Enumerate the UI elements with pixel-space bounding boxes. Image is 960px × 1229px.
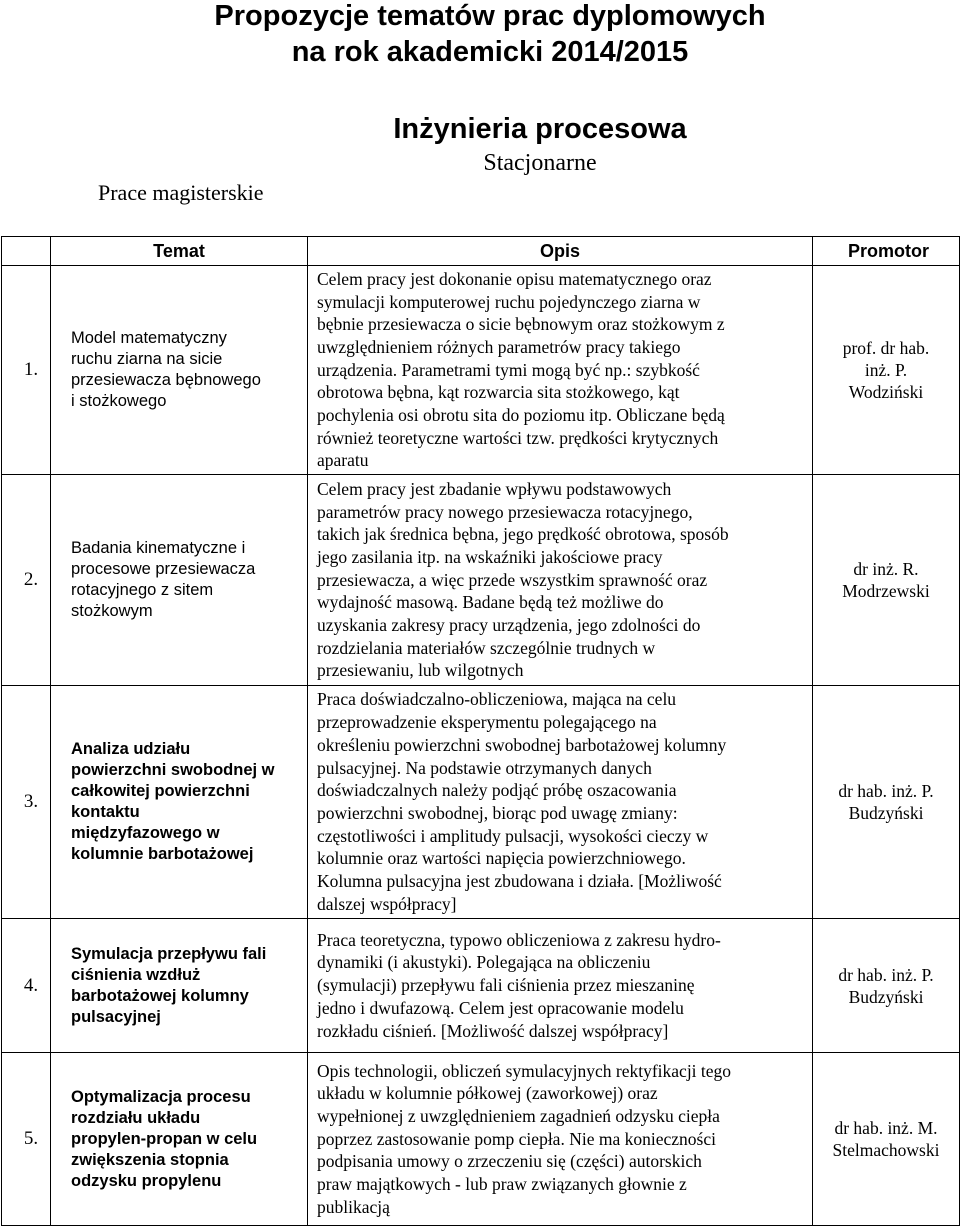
description-cell <box>308 266 813 475</box>
description-line: również teoretyczne wartości tzw. prędkości krytycznych <box>317 427 719 448</box>
promoter-cell <box>813 919 960 1053</box>
description-line: powierzchni swobodnej, biorąc pod uwagę zmiany: <box>317 803 678 823</box>
topic-line: zwiększenia stopnia <box>71 1150 229 1169</box>
description-line: częstotliwości i amplitudy pulsacji, wysokości cieczy w <box>317 825 709 846</box>
description-line: aparatu <box>317 450 369 471</box>
description-line: (symulacji) przepływu fali ciśnienia przez mieszaninę <box>317 975 695 996</box>
table-header-row <box>2 237 960 266</box>
column-header-description: Opis <box>308 237 813 266</box>
row-number: 3. <box>2 686 51 919</box>
topic-line: ciśnienia wzdłuż <box>71 965 201 984</box>
description-line: kolumnie oraz wartości napięcia powierzchniowego. <box>317 848 686 869</box>
table-row <box>2 1053 960 1226</box>
column-header-number <box>2 237 51 266</box>
description-line: jego zasilania itp. na wskaźniki jakościowe pracy <box>317 546 663 567</box>
description-line: Celem pracy jest dokonanie opisu matematycznego oraz <box>317 268 712 289</box>
topic-cell <box>51 1053 308 1226</box>
topic-line: pulsacyjnej <box>71 1007 161 1026</box>
topic-line: rozdziału układu <box>71 1108 201 1127</box>
promoter-cell <box>813 1053 960 1226</box>
description-line: takich jak średnica bębna, jego prędkość obrotowa, sposób <box>317 524 729 545</box>
promoter-line: Modrzewski <box>842 581 930 601</box>
topic-line: rotacyjnego z sitem <box>71 581 214 599</box>
promoter-cell <box>813 686 960 919</box>
description-cell <box>308 1053 813 1226</box>
row-number: 4. <box>2 919 51 1053</box>
description-line: poprzez zastosowanie pomp ciepła. Nie ma konieczności <box>317 1128 716 1149</box>
topic-line: kontaktu <box>71 803 140 821</box>
topic-line: przesiewacza bębnowego <box>71 371 261 389</box>
description-line: Opis technologii, obliczeń symulacyjnych rektyfikacji tego <box>317 1060 732 1081</box>
description-line: jedno i dwufazową. Celem jest opracowanie modelu <box>317 997 684 1018</box>
promoter-line: dr hab. inż. P. <box>838 781 934 801</box>
description-line: pulsacyjnej. Na podstawie otrzymanych danych <box>317 757 652 778</box>
description-line: parametrów pracy nowego przesiewacza rotacyjnego, <box>317 501 693 522</box>
description-line: Praca teoretyczna, typowo obliczeniowa z zakresu hydro- <box>317 929 721 950</box>
topic-line: Badania kinematyczne i <box>71 539 246 557</box>
row-number: 2. <box>2 475 51 686</box>
table-row <box>2 475 960 686</box>
description-line: dynamiki (i akustyki). Polegająca na obliczeniu <box>317 952 651 973</box>
description-line: układu w kolumnie półkowej (zaworkowej) oraz <box>317 1083 658 1104</box>
description-line: rozdzielania materiałów szczególnie trudnych w <box>317 637 656 658</box>
promoter-line: dr inż. R. <box>853 559 919 579</box>
row-number: 5. <box>2 1053 51 1226</box>
description-line: praw majątkowych - lub praw związanych głownie z <box>317 1174 687 1195</box>
promoter-line: Wodziński <box>848 382 924 402</box>
description-line: publikacją <box>317 1196 390 1217</box>
topic-cell <box>51 475 308 686</box>
document-title-line-1: Propozycje tematów prac dyplomowych <box>214 0 766 32</box>
topic-line: powierzchni swobodnej w <box>71 761 275 779</box>
description-line: określeniu powierzchni swobodnej barbotażowej kolumny <box>317 734 727 755</box>
row-number: 1. <box>2 266 51 475</box>
topic-line: stożkowym <box>71 602 153 620</box>
topic-line: Optymalizacja procesu <box>71 1087 251 1106</box>
topic-line: Analiza udziału <box>71 740 191 758</box>
description-cell <box>308 686 813 919</box>
description-line: obrotowa bębna, kąt rozwarcia sita stożkowego, kąt <box>317 382 680 403</box>
topic-line: ruchu ziarna na sicie <box>71 350 223 368</box>
column-header-topic: Temat <box>51 237 308 266</box>
promoter-line: prof. dr hab. <box>842 338 930 358</box>
topic-line: odzysku propylenu <box>71 1171 222 1190</box>
topic-cell <box>51 686 308 919</box>
promoter-line: inż. P. <box>864 360 908 380</box>
promoter-line: Budzyński <box>848 803 924 823</box>
table-row <box>2 919 960 1053</box>
promoter-cell <box>813 475 960 686</box>
topics-table <box>1 236 960 1226</box>
promoter-line: dr hab. inż. M. <box>834 1118 938 1138</box>
description-cell <box>308 919 813 1053</box>
description-line: urządzenia. Parametrami tymi mogą być np.: szybkość <box>317 359 700 380</box>
topic-line: międzyfazowego w <box>71 824 220 842</box>
promoter-line: dr hab. inż. P. <box>838 964 934 985</box>
degree-type: Prace magisterskie <box>98 180 264 205</box>
column-header-promoter: Promotor <box>813 237 960 266</box>
description-cell <box>308 475 813 686</box>
description-line: przesiewacza, a więc przede wszystkim sprawność oraz <box>317 569 708 590</box>
promoter-line: Stelmachowski <box>832 1140 940 1160</box>
description-line: doświadczalnych należy podjąć próbę oszacowania <box>317 780 677 801</box>
description-line: dalszej współpracy] <box>317 893 457 914</box>
topic-line: Symulacja przepływu fali <box>71 944 267 963</box>
description-line: bębnie przesiewacza o sicie bębnowym oraz stożkowym z <box>317 314 725 335</box>
description-line: wypełnionej z uwzględnieniem zagadnień odzysku ciepła <box>317 1105 720 1126</box>
description-line: uzyskania zakresy pracy urządzenia, jego zdolności do <box>317 615 701 636</box>
description-line: wydajność masową. Badane będą też możliwe do <box>317 592 664 613</box>
description-line: rozkładu ciśnień. [Możliwość dalszej współpracy] <box>317 1020 669 1041</box>
table-row <box>2 686 960 919</box>
topic-line: barbotażowej kolumny <box>71 986 249 1005</box>
description-line: uwzględnieniem różnych parametrów pracy takiego <box>317 336 681 357</box>
description-line: przeprowadzenie eksperymentu polegającego na <box>317 712 657 733</box>
description-line: przesiewaniu, lub wilgotnych <box>317 660 524 681</box>
field-of-study: Inżynieria procesowa <box>393 113 687 145</box>
topic-cell <box>51 266 308 475</box>
topic-line: całkowitej powierzchni <box>71 782 250 800</box>
description-line: Praca doświadczalno-obliczeniowa, mająca na celu <box>317 689 677 710</box>
topic-line: kolumnie barbotażowej <box>71 845 254 863</box>
topic-line: procesowe przesiewacza <box>71 560 256 578</box>
topic-line: i stożkowego <box>71 392 167 410</box>
description-line: symulacji komputerowej ruchu pojedynczego ziarna w <box>317 291 701 312</box>
description-line: pochylenia osi obrotu sita do poziomu itp. Obliczane będą <box>317 405 725 426</box>
promoter-cell <box>813 266 960 475</box>
topic-line: propylen-propan w celu <box>71 1129 258 1148</box>
topic-cell <box>51 919 308 1053</box>
description-line: Celem pracy jest zbadanie wpływu podstawowych <box>317 478 672 499</box>
description-line: Kolumna pulsacyjna jest zbudowana i działa. [Możliwość <box>317 871 722 892</box>
table-row <box>2 266 960 475</box>
description-line: podpisania umowy o zrzeczeniu się (części) autorskich <box>317 1151 702 1172</box>
document-title-line-2: na rok akademicki 2014/2015 <box>291 36 689 68</box>
promoter-line: Budzyński <box>848 986 924 1007</box>
study-mode: Stacjonarne <box>483 150 597 176</box>
topic-line: Model matematyczny <box>71 329 227 347</box>
